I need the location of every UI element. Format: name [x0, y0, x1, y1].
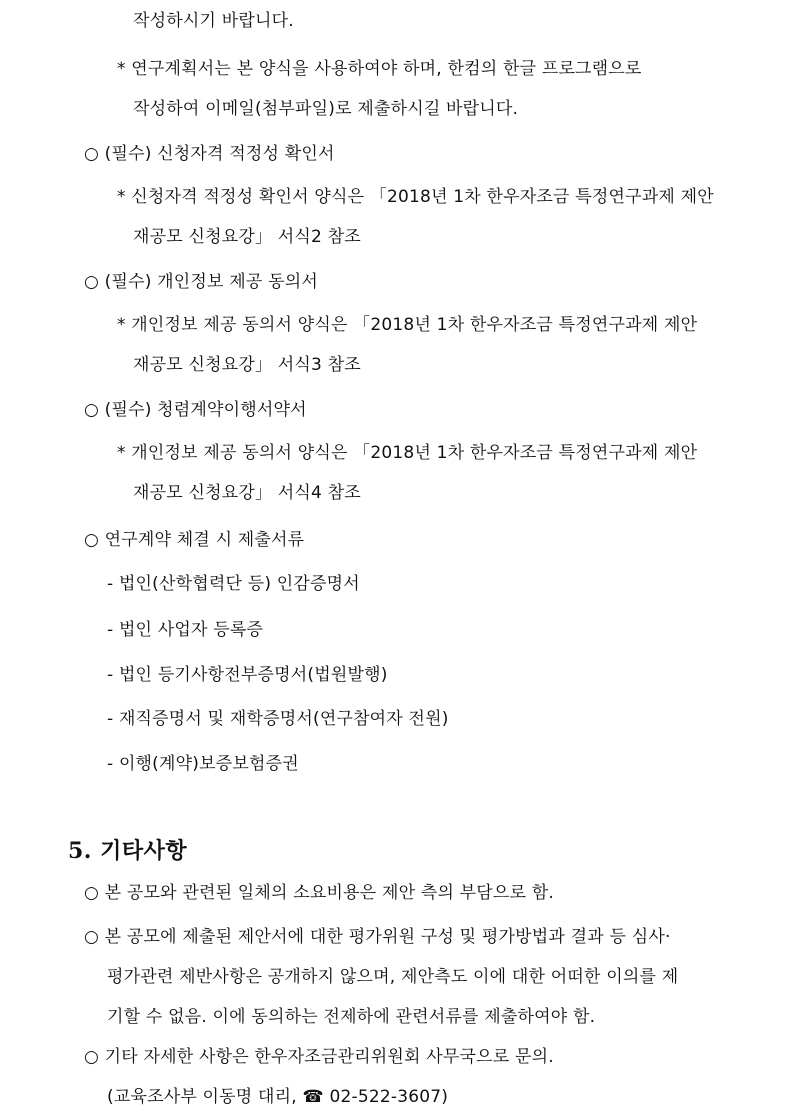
required-item-1-note-line1: * 신청자격 적정성 확인서 양식은 「2018년 1차 한우자조금 특정연구과제 제안 — [117, 187, 714, 207]
research-plan-note-cont: 작성하시기 바랍니다. — [133, 11, 294, 31]
required-item-2 — [84, 270, 318, 294]
contact-phone-number: 02-522-3607) — [323, 1087, 449, 1107]
required-item-3 — [84, 398, 307, 422]
contract-doc-item: - 이행(계약)보증보험증권 — [107, 754, 299, 774]
bullet-circle: ○ — [84, 400, 100, 420]
required-item-3-title: (필수) 청렴계약이행서약서 — [104, 400, 307, 420]
contact-prefix: (교육조사부 이동명 대리, — [107, 1087, 303, 1107]
required-item-3-note-line1: * 개인정보 제공 동의서 양식은 「2018년 1차 한우자조금 특정연구과제 제안 — [117, 443, 698, 463]
contract-doc-item: - 법인 사업자 등록증 — [107, 620, 264, 640]
required-item-1 — [84, 142, 335, 166]
telephone-icon: ☎ — [302, 1087, 324, 1107]
misc-paragraph-3: ○ 기타 자세한 사항은 한우자조금관리위원회 사무국으로 문의. — [84, 1047, 554, 1067]
contract-docs-title: ○ 연구계약 체결 시 제출서류 — [84, 530, 305, 550]
required-item-2-note-line1: * 개인정보 제공 동의서 양식은 「2018년 1차 한우자조금 특정연구과제 제안 — [117, 315, 698, 335]
bullet-circle: ○ — [84, 272, 100, 292]
misc-paragraph-2-line1: ○ 본 공모에 제출된 제안서에 대한 평가위원 구성 및 평가방법과 결과 등 심사· — [84, 927, 671, 947]
contract-doc-item: - 법인(산학협력단 등) 인감증명서 — [107, 574, 360, 594]
required-item-2-note-line2: 재공모 신청요강」 서식3 참조 — [133, 355, 361, 375]
required-item-2-title: (필수) 개인정보 제공 동의서 — [104, 272, 318, 292]
misc-paragraph-1: ○ 본 공모와 관련된 일체의 소요비용은 제안 측의 부담으로 함. — [84, 883, 554, 903]
bullet-circle: ○ — [84, 144, 100, 164]
section-heading: 5. 기타사항 — [68, 838, 188, 864]
contract-doc-item: - 법인 등기사항전부증명서(법원발행) — [107, 665, 388, 685]
misc-paragraph-2-line2: 평가관련 제반사항은 공개하지 않으며, 제안측도 이에 대한 어떠한 이의를 제 — [107, 967, 679, 987]
contract-doc-item: - 재직증명서 및 재학증명서(연구참여자 전원) — [107, 709, 449, 729]
required-item-3-note-line2: 재공모 신청요강」 서식4 참조 — [133, 483, 361, 503]
research-plan-note2-line1: * 연구계획서는 본 양식을 사용하여야 하며, 한컴의 한글 프로그램으로 — [117, 59, 642, 79]
required-item-1-note-line2: 재공모 신청요강」 서식2 참조 — [133, 227, 361, 247]
required-item-1-title: (필수) 신청자격 적정성 확인서 — [104, 144, 335, 164]
misc-paragraph-2-line3: 기할 수 없음. 이에 동의하는 전제하에 관련서류를 제출하여야 함. — [107, 1007, 596, 1027]
research-plan-note2-line2: 작성하여 이메일(첨부파일)로 제출하시길 바랍니다. — [133, 99, 519, 119]
contact-line — [107, 1085, 448, 1109]
